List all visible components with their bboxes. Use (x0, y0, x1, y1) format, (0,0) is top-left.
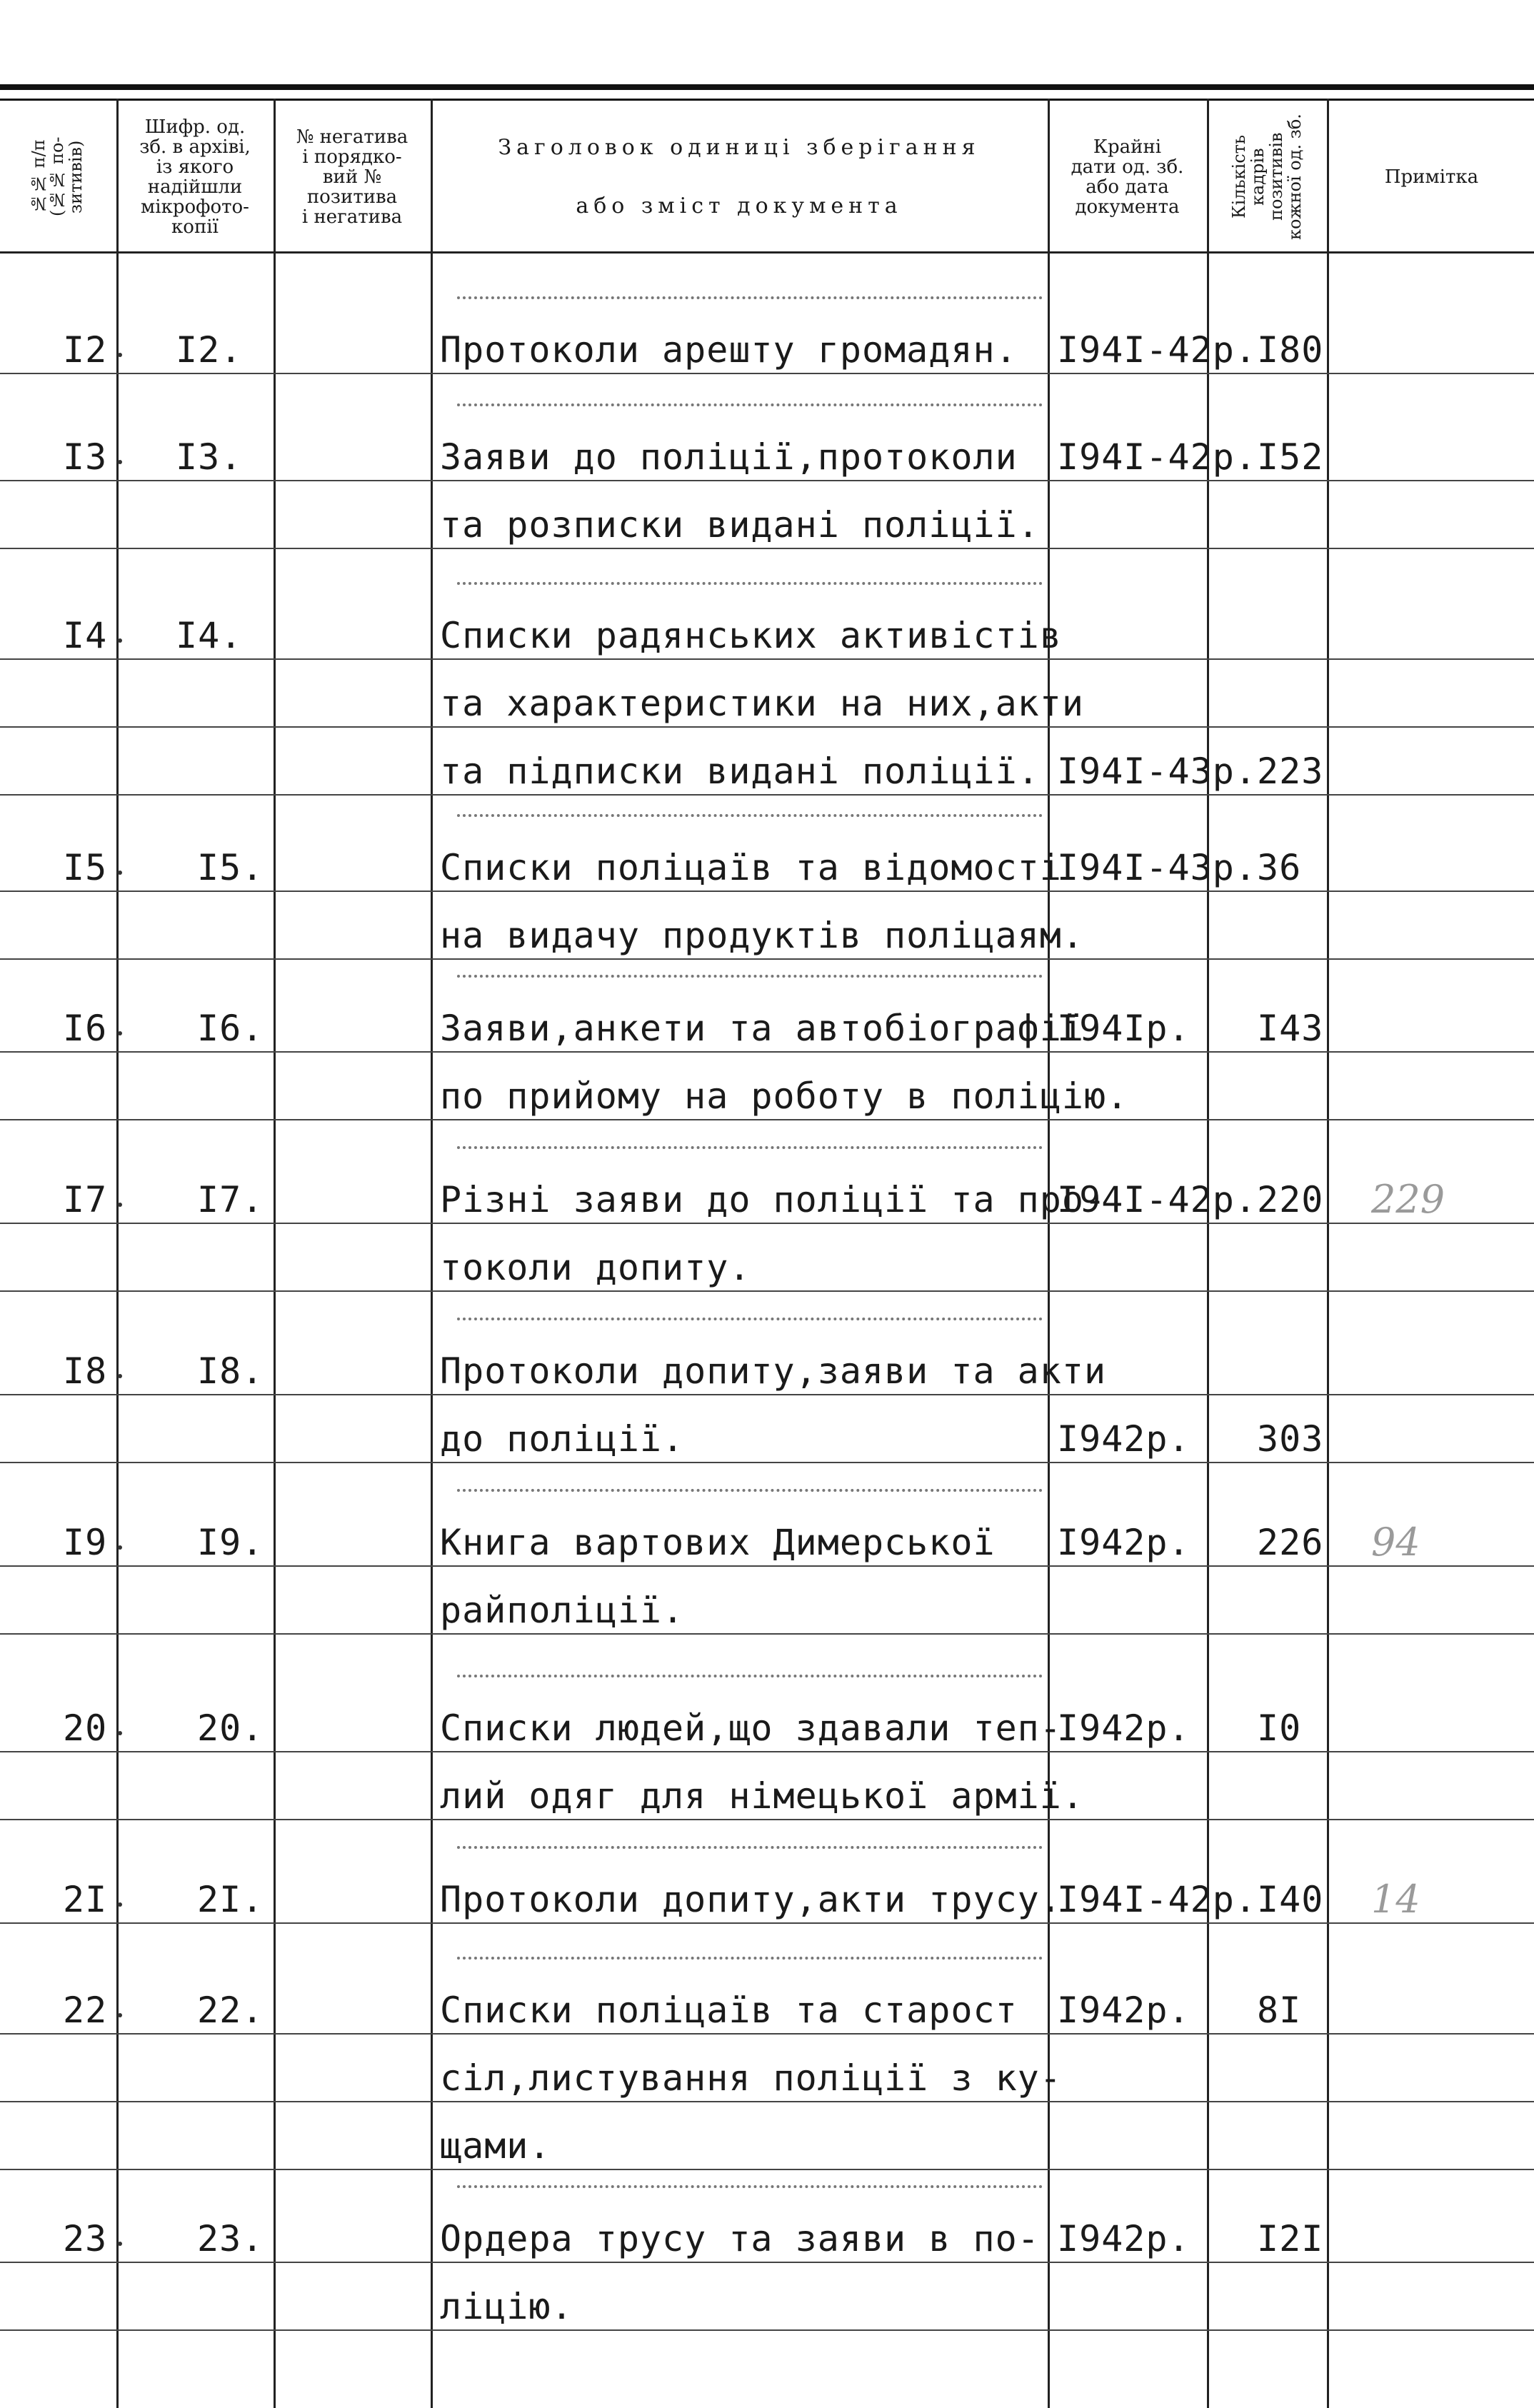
row-cipher: I8. (197, 1350, 264, 1392)
header-col-title (433, 104, 1046, 250)
row-dates: I94I-42р. (1057, 1179, 1257, 1220)
row-rule (0, 2329, 1534, 2331)
row-title-line: токоли допиту. (440, 1247, 751, 1288)
row-number-dot (118, 2242, 122, 2246)
row-title-line: Різні заяви до поліції та про- (440, 1179, 1107, 1220)
row-number-dot (118, 1374, 122, 1378)
row-separator-dotted (457, 1957, 1043, 1960)
row-title-line: Протоколи арешту громадян. (440, 329, 1018, 371)
row-title-line: Списки людей,що здавали теп- (440, 1707, 1062, 1749)
row-rule (0, 480, 1534, 481)
row-rule (0, 373, 1534, 374)
row-title-line: Списки поліцаїв та відомості (440, 847, 1062, 888)
column-divider (431, 99, 433, 2408)
row-frames: I43 (1257, 1008, 1324, 1049)
row-dates: I94I-42р. (1057, 1879, 1257, 1920)
row-rule (0, 2033, 1534, 2035)
row-number-dot (118, 638, 122, 643)
row-rule (0, 1819, 1534, 1820)
row-number: 20 (63, 1707, 108, 1749)
row-rule (0, 1751, 1534, 1752)
row-rule (0, 548, 1534, 549)
row-cipher: 2I. (197, 1879, 264, 1920)
row-title-line: райполіції. (440, 1590, 685, 1631)
header-col-title-line2: або зміст документа (576, 193, 903, 219)
row-number: I8 (63, 1350, 108, 1392)
row-number: 23 (63, 2218, 108, 2259)
row-frames: I40 (1257, 1879, 1324, 1920)
header-bottom-rule (0, 251, 1534, 254)
row-frames: 303 (1257, 1418, 1324, 1460)
row-dates: I942р. (1057, 1522, 1190, 1563)
row-rule (0, 2101, 1534, 2102)
row-rule (0, 1051, 1534, 1053)
row-title-line: сіл,листування поліції з ку- (440, 2057, 1062, 2099)
row-title-line: та характеристики на них,акти (440, 683, 1084, 724)
row-rule (0, 958, 1534, 960)
row-note-handwritten: 229 (1371, 1177, 1445, 1222)
row-cipher: I6. (197, 1008, 264, 1049)
row-title-line: Протоколи допиту,заяви та акти (440, 1350, 1107, 1392)
row-frames: I2I (1257, 2218, 1324, 2259)
row-number: I3 (63, 436, 108, 478)
row-rule (0, 1922, 1534, 1924)
row-cipher: I9. (197, 1522, 264, 1563)
row-rule (0, 658, 1534, 660)
header-col-title-line1: Заголовок одиниці зберігання (498, 134, 981, 160)
row-separator-dotted (457, 403, 1043, 406)
row-cipher: 23. (197, 2218, 264, 2259)
row-rule (0, 1462, 1534, 1463)
row-frames: 223 (1257, 751, 1324, 792)
row-note-handwritten: 14 (1371, 1877, 1420, 1922)
row-title-line: та розписки видані поліції. (440, 504, 1040, 546)
row-dates: I94I-43р. (1057, 847, 1257, 888)
row-number-dot (118, 1545, 122, 1550)
header-col-dates: Крайні дати од. зб. або дата документа (1071, 136, 1184, 218)
row-dates: I94Iр. (1057, 1008, 1190, 1049)
row-separator-dotted (457, 814, 1043, 817)
row-separator-dotted (457, 1318, 1043, 1320)
row-title-line: Протоколи допиту,акти трусу. (440, 1879, 1062, 1920)
row-separator-dotted (457, 296, 1043, 299)
header-top-rule-thin (0, 99, 1534, 101)
row-frames: I0 (1257, 1707, 1302, 1749)
column-divider (274, 99, 276, 2408)
row-title-line: на видачу продуктів поліцаям. (440, 915, 1084, 956)
row-title-line: та підписки видані поліції. (440, 751, 1040, 792)
header-col-number: №№ п/п (№№ по- зитивів) (29, 136, 86, 217)
row-cipher: I3. (176, 436, 243, 478)
row-number: I4 (63, 615, 108, 656)
row-separator-dotted (457, 582, 1043, 585)
row-separator-dotted (457, 1146, 1043, 1149)
row-rule (0, 1223, 1534, 1224)
row-title-line: Заяви до поліції,протоколи (440, 436, 1018, 478)
row-number: I7 (63, 1179, 108, 1220)
row-rule (0, 2169, 1534, 2170)
row-cipher: 22. (197, 1990, 264, 2031)
row-rule (0, 1119, 1534, 1120)
row-separator-dotted (457, 975, 1043, 978)
row-title-line: по прийому на роботу в поліцію. (440, 1075, 1129, 1117)
header-col-cipher: Шифр. од. зб. в архіві, із якого надійшли мікрофото- копії (139, 116, 251, 238)
row-title-line: Книга вартових Димерської (440, 1522, 996, 1563)
header-col-frames: Кількість кадрів позитивів кожної од. зб. (1229, 114, 1305, 240)
row-title-line: до поліції. (440, 1418, 685, 1460)
row-number: I6 (63, 1008, 108, 1049)
row-note-handwritten: 94 (1371, 1520, 1420, 1565)
row-rule (0, 1633, 1534, 1635)
row-title-line: лий одяг для німецької армії. (440, 1775, 1084, 1817)
row-number: I9 (63, 1522, 108, 1563)
row-rule (0, 1394, 1534, 1395)
row-dates: I942р. (1057, 1707, 1190, 1749)
row-number-dot (118, 1031, 122, 1035)
row-title-line: щами. (440, 2125, 551, 2167)
row-frames: I52 (1257, 436, 1324, 478)
row-title-line: лiцію. (440, 2286, 573, 2327)
row-number-dot (118, 1203, 122, 1207)
row-frames: 36 (1257, 847, 1302, 888)
row-rule (0, 891, 1534, 892)
row-number: 22 (63, 1990, 108, 2031)
row-number-dot (118, 871, 122, 875)
header-top-rule (0, 84, 1534, 90)
row-frames: 8I (1257, 1990, 1302, 2031)
row-frames: 220 (1257, 1179, 1324, 1220)
row-number-dot (118, 1902, 122, 1907)
row-cipher: I7. (197, 1179, 264, 1220)
row-title-line: Заяви,анкети та автобіографії (440, 1008, 1084, 1049)
column-divider (1327, 99, 1329, 2408)
row-dates: I942р. (1057, 2218, 1190, 2259)
row-dates: I942р. (1057, 1990, 1190, 2031)
row-title-line: Списки поліцаїв та старост (440, 1990, 1018, 2031)
row-cipher: I4. (176, 615, 243, 656)
row-cipher: I2. (176, 329, 243, 371)
row-number: 2I (63, 1879, 108, 1920)
row-dates: I942р. (1057, 1418, 1190, 1460)
row-dates: I94I-43р. (1057, 751, 1257, 792)
header-col-negative: № негатива і порядко- вий № позитива і негатива (296, 126, 408, 228)
row-number: I2 (63, 329, 108, 371)
row-rule (0, 726, 1534, 728)
row-rule (0, 1290, 1534, 1292)
column-divider (116, 99, 119, 2408)
row-title-line: Ордера трусу та заяви в по- (440, 2218, 1040, 2259)
row-dates: I94I-42р. (1057, 436, 1257, 478)
row-cipher: 20. (197, 1707, 264, 1749)
row-separator-dotted (457, 1489, 1043, 1492)
row-number-dot (118, 460, 122, 464)
row-dates: I94I-42р. (1057, 329, 1257, 371)
row-rule (0, 1565, 1534, 1567)
row-title-line: Списки радянських активістів (440, 615, 1062, 656)
row-frames: I80 (1257, 329, 1324, 371)
row-cipher: I5. (197, 847, 264, 888)
row-number-dot (118, 2013, 122, 2017)
row-number-dot (118, 353, 122, 357)
row-separator-dotted (457, 1675, 1043, 1677)
row-rule (0, 2262, 1534, 2263)
header-col-note: Примітка (1384, 166, 1479, 188)
row-number: I5 (63, 847, 108, 888)
row-number-dot (118, 1731, 122, 1735)
row-rule (0, 794, 1534, 796)
row-separator-dotted (457, 2185, 1043, 2188)
row-separator-dotted (457, 1846, 1043, 1849)
row-frames: 226 (1257, 1522, 1324, 1563)
